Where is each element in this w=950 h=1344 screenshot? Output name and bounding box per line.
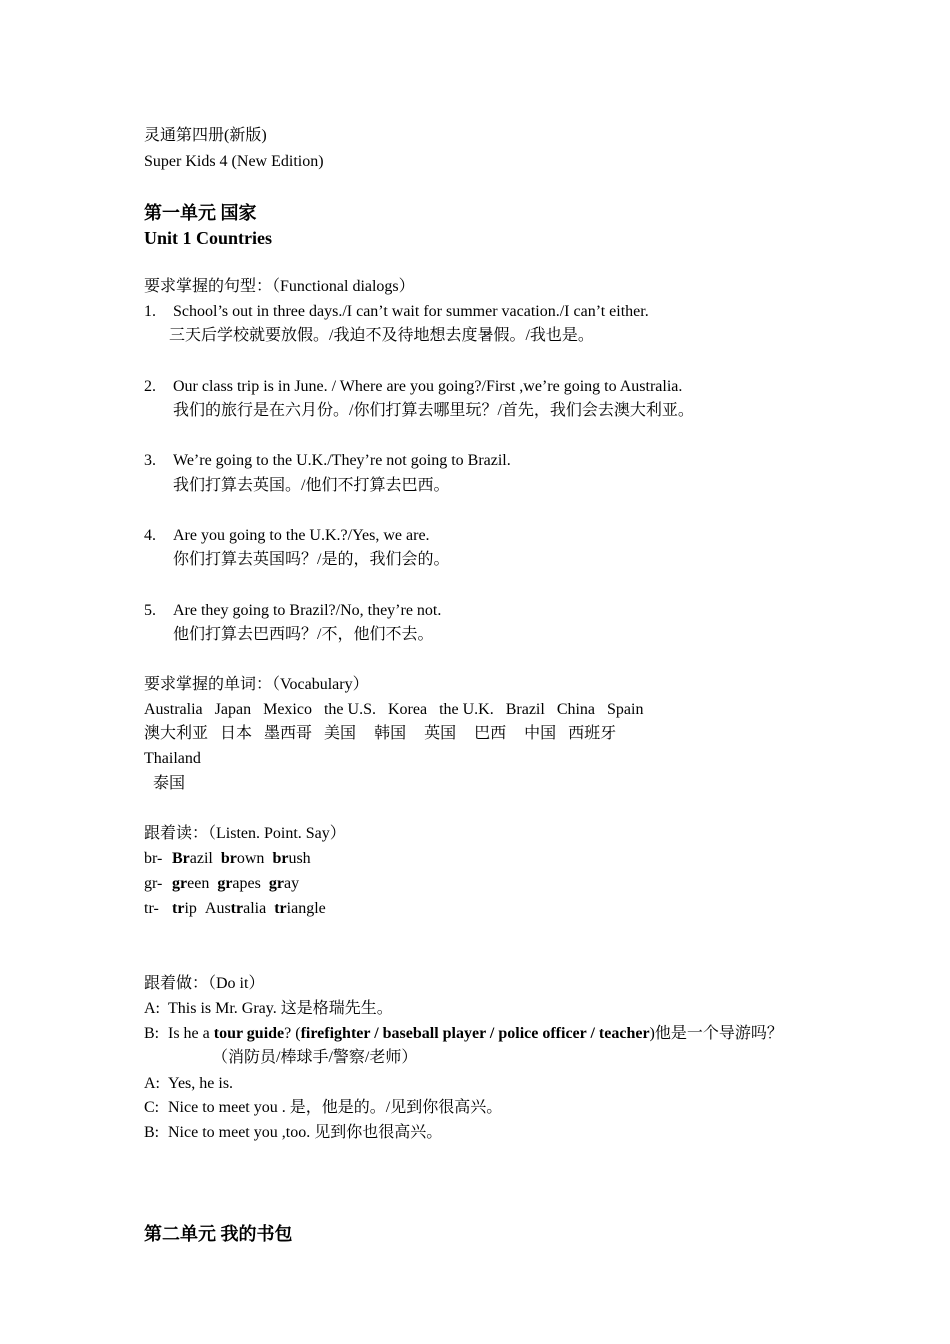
doit-line-2: B: Is he a tour guide? (firefighter / baseball player / police officer / teacher)他是一个导游吗？ — [144, 1025, 783, 1042]
book-title-cn: 灵通第四册(新版) — [144, 127, 267, 144]
vocab-word-cn: 韩国 — [374, 725, 407, 742]
line-text: Nice to meet you . 是，他是的。/见到你很高兴。 — [168, 1099, 503, 1116]
dialog-4-cn: 你们打算去英国吗？/是的，我们会的。 — [173, 551, 450, 568]
vocab-word: China — [556, 701, 596, 718]
phonics-word: trip — [172, 900, 197, 917]
vocab-word-cn: 巴西 — [474, 725, 507, 742]
vocab-word-cn: 澳大利亚 — [144, 725, 209, 742]
speaker-label: A: — [144, 1075, 160, 1092]
vocab-word: Japan — [214, 701, 252, 718]
vocab-word: Mexico — [263, 701, 312, 718]
unit1-heading-cn: 第一单元 国家 — [144, 203, 257, 223]
speaker-label: B: — [144, 1124, 160, 1141]
speaker-label: C: — [144, 1099, 160, 1116]
phonics-row-gr — [144, 874, 307, 894]
dialog-text: We’re going to the U.K./They’re not going to Brazil. — [173, 452, 511, 469]
vocab-en-row — [144, 700, 655, 720]
vocab-extra-cn: 泰国 — [153, 775, 186, 792]
bold-phrase: firefighter / baseball player / police officer / teacher — [300, 1025, 650, 1042]
phonics-prefix: gr- — [144, 875, 163, 892]
dialog-text: Are you going to the U.K.?/Yes, we are. — [173, 527, 430, 544]
vocab-label: 要求掌握的单词：（Vocabulary） — [144, 676, 369, 693]
vocab-word-cn: 西班牙 — [568, 725, 617, 742]
doit-line-5 — [144, 1123, 442, 1143]
doit-line-1 — [144, 999, 393, 1019]
dialog-1-en — [144, 302, 649, 322]
vocab-word: Spain — [607, 701, 644, 718]
vocab-cn-row — [144, 724, 628, 744]
dialog-text: School’s out in three days./I can’t wait for summer vacation./I can’t either. — [173, 303, 649, 320]
phonics-word: brown — [220, 850, 265, 867]
dialog-1-cn: 三天后学校就要放假。/我迫不及待地想去度暑假。/我也是。 — [169, 327, 594, 344]
vocab-word: Brazil — [505, 701, 545, 718]
line-text: Nice to meet you ,too. 见到你也很高兴。 — [168, 1124, 443, 1141]
phonics-word: green — [172, 875, 210, 892]
phonics-word: brush — [272, 850, 311, 867]
unit2-heading-cn: 第二单元 我的书包 — [144, 1224, 293, 1244]
bold-phrase: tour guide — [213, 1025, 285, 1042]
unit1-heading-en: Unit 1 Countries — [144, 228, 273, 248]
dialog-5-cn: 他们打算去巴西吗？/不，他们不去。 — [173, 626, 434, 643]
dialog-text: Our class trip is in June. / Where are you going?/First ,we’re going to Australia. — [173, 378, 683, 395]
vocab-word-cn: 墨西哥 — [264, 725, 313, 742]
phonics-word: Australia — [204, 900, 267, 917]
listen-label: 跟着读：（Listen. Point. Say） — [144, 825, 346, 842]
phonics-prefix: br- — [144, 850, 163, 867]
line-text: Yes, he is. — [168, 1075, 234, 1092]
dialog-2-en — [144, 377, 682, 397]
dialog-number: 1. — [144, 303, 156, 320]
dialog-2-cn: 我们的旅行是在六月份。/你们打算去哪里玩？/首先，我们会去澳大利亚。 — [173, 402, 694, 419]
phonics-word: grapes — [217, 875, 261, 892]
phonics-word: gray — [268, 875, 300, 892]
dialog-5-en — [144, 601, 441, 621]
vocab-word-cn: 美国 — [324, 725, 357, 742]
vocab-word-cn: 英国 — [424, 725, 457, 742]
book-title-en: Super Kids 4 (New Edition) — [144, 153, 324, 170]
vocab-word: the U.K. — [439, 701, 494, 718]
dialog-4-en — [144, 526, 430, 546]
phonics-row-br — [144, 849, 319, 869]
dialog-number: 4. — [144, 527, 156, 544]
vocab-word: the U.S. — [323, 701, 376, 718]
vocab-word-cn: 中国 — [524, 725, 557, 742]
doit-label: 跟着做：（Do it） — [144, 975, 265, 992]
dialog-number: 5. — [144, 602, 156, 619]
vocab-word-cn: 日本 — [220, 725, 253, 742]
line-text: This is Mr. Gray. 这是格瑞先生。 — [168, 1000, 393, 1017]
speaker-label: B: — [144, 1025, 160, 1042]
doit-line-3 — [144, 1074, 233, 1094]
dialog-3-cn: 我们打算去英国。/他们不打算去巴西。 — [173, 477, 450, 494]
phonics-prefix: tr- — [144, 900, 159, 917]
dialog-text: Are they going to Brazil?/No, they’re not. — [173, 602, 442, 619]
phonics-row-tr — [144, 899, 334, 919]
dialog-number: 3. — [144, 452, 156, 469]
doit-line-4 — [144, 1098, 502, 1118]
vocab-extra-en: Thailand — [144, 750, 201, 767]
doit-line-2-note: （消防员/棒球手/警察/老师） — [212, 1049, 418, 1066]
dialog-number: 2. — [144, 378, 156, 395]
dialogs-label: 要求掌握的句型：（Functional dialogs） — [144, 278, 415, 295]
vocab-word: Korea — [387, 701, 428, 718]
dialog-3-en — [144, 451, 511, 471]
phonics-word: triangle — [274, 900, 326, 917]
phonics-word: Brazil — [172, 850, 213, 867]
vocab-word: Australia — [144, 701, 203, 718]
speaker-label: A: — [144, 1000, 160, 1017]
